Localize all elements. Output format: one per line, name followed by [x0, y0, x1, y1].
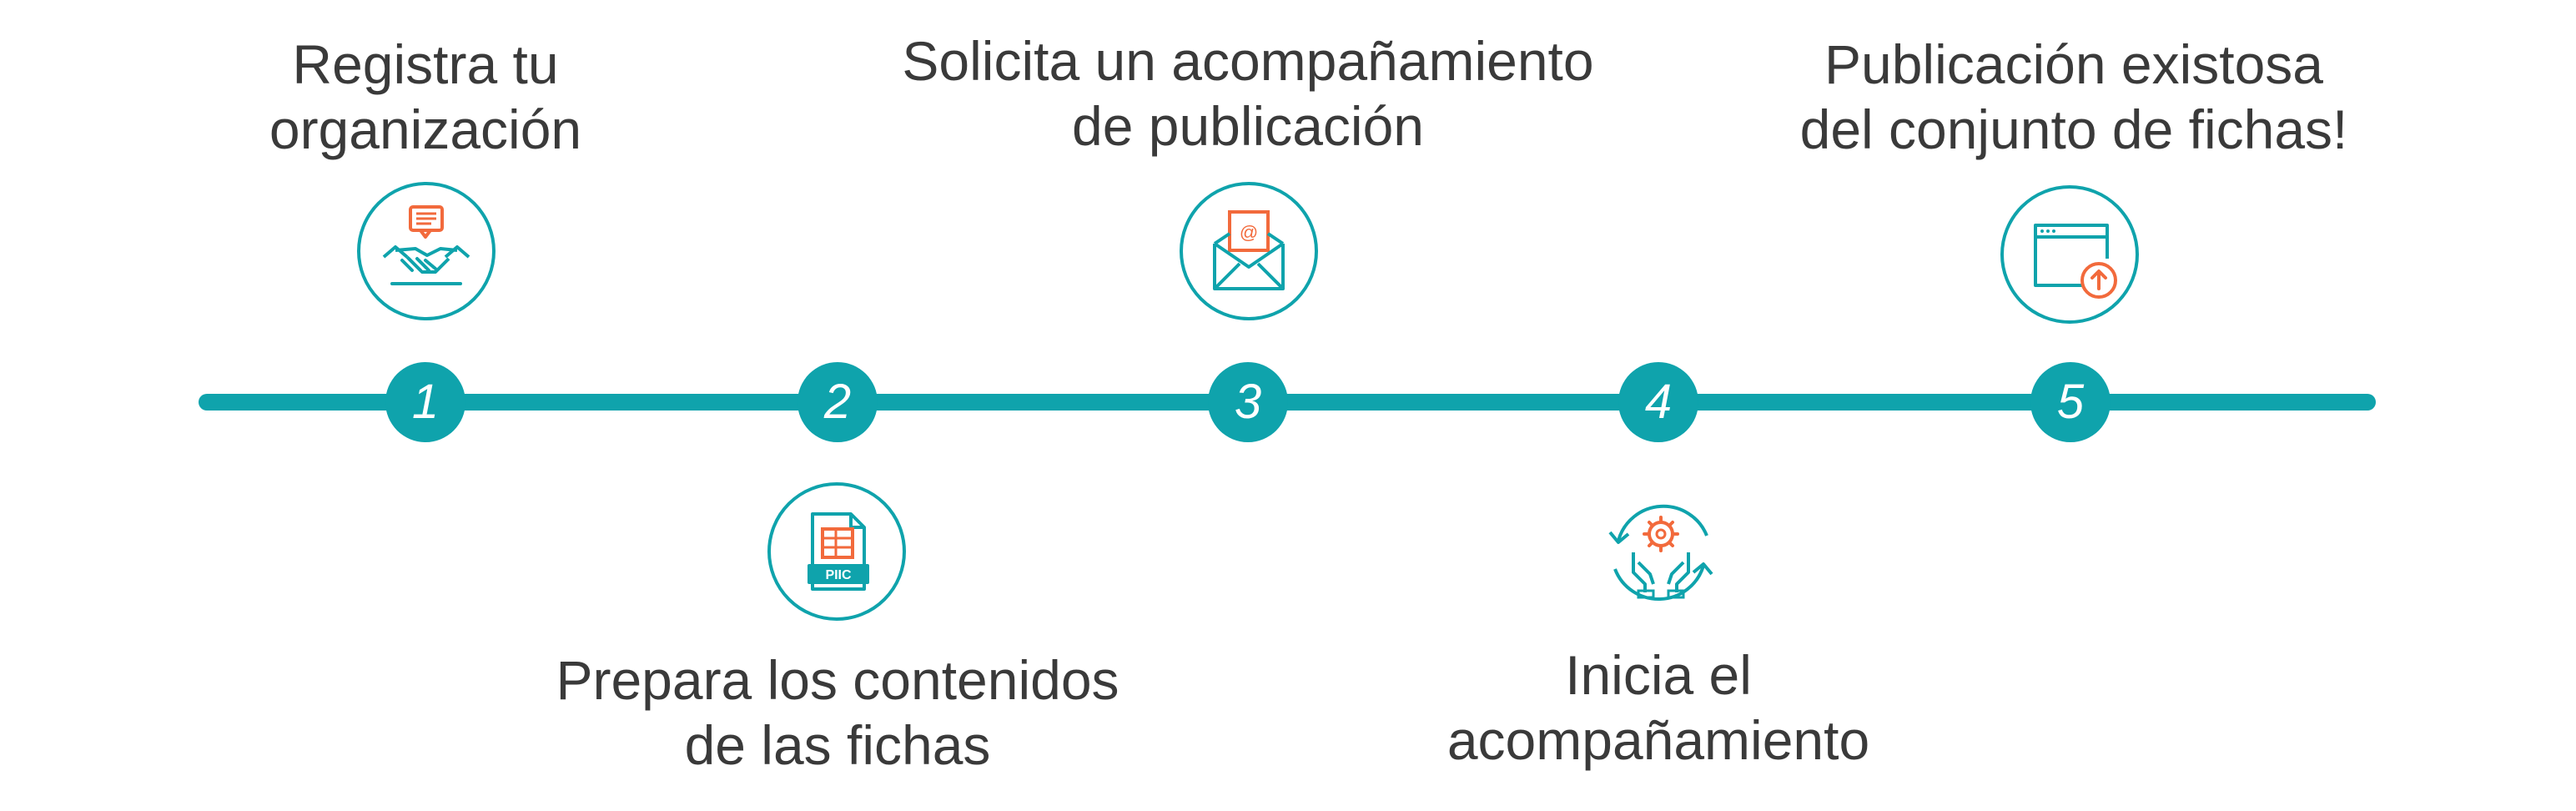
step-1-label-line2: organización	[269, 98, 582, 160]
at-symbol: @	[1239, 222, 1259, 243]
step-1-label	[175, 32, 676, 162]
browser-upload-icon	[2004, 189, 2136, 320]
step-2-label	[504, 647, 1171, 778]
step-5-icon-circle	[2000, 185, 2139, 324]
step-4-icon-circle	[1592, 482, 1730, 621]
step-4-node: 4	[1618, 362, 1698, 442]
step-3-label	[873, 28, 1623, 159]
step-5-node: 5	[2030, 362, 2111, 442]
step-1-icon-circle	[357, 182, 496, 320]
step-5-label-line2: del conjunto de fichas!	[1799, 98, 2348, 160]
step-2-icon-circle	[767, 482, 906, 621]
step-1-node: 1	[385, 362, 465, 442]
step-3-label-line2: de publicación	[1072, 95, 1424, 157]
step-2-label-line2: de las fichas	[684, 714, 991, 776]
handshake-icon	[360, 185, 492, 317]
step-4-label-line1: Inicia el	[1565, 644, 1752, 706]
step-1-label-line1: Registra tu	[292, 33, 559, 95]
step-4-label	[1408, 642, 1909, 773]
step-3-icon-circle	[1180, 182, 1318, 320]
step-2-label-line1: Prepara los contenidos	[556, 649, 1119, 711]
step-2-node: 2	[797, 362, 878, 442]
step-3-label-line1: Solicita un acompañamiento	[902, 30, 1594, 92]
document-piic-icon	[771, 486, 903, 617]
step-4-label-line2: acompañamiento	[1446, 709, 1870, 771]
step-5-label	[1740, 32, 2407, 162]
step-5-label-line1: Publicación existosa	[1824, 33, 2323, 95]
hands-gear-cycle-icon	[1595, 486, 1727, 617]
piic-badge-text: PIIC	[825, 568, 852, 582]
step-3-node: 3	[1208, 362, 1288, 442]
envelope-at-icon	[1183, 185, 1315, 317]
